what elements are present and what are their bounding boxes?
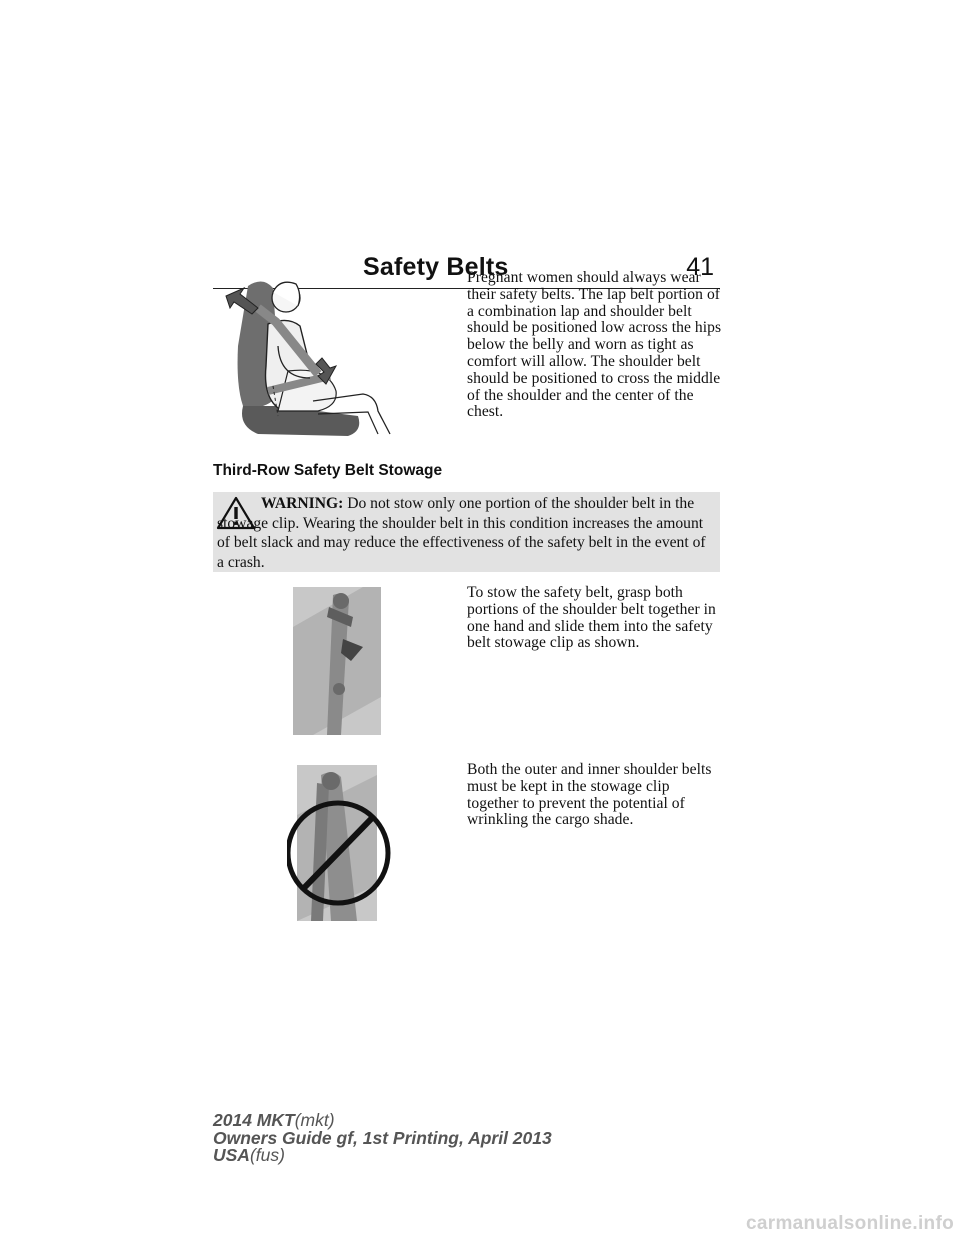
site-watermark: carmanualsonline.info <box>746 1213 954 1234</box>
document-footer <box>213 1112 552 1165</box>
warning-text-block <box>217 494 712 572</box>
section-title: Safety Belts <box>363 253 509 281</box>
warning-box <box>213 492 720 572</box>
footer-guide-info: Owners Guide gf, 1st Printing, April 2013 <box>213 1127 552 1148</box>
footer-model-code: (mkt) <box>294 1110 335 1130</box>
incorrect-stowage-illustration <box>287 765 391 921</box>
warning-body: Do not stow only one portion of the shoulder belt in the stowage clip. Wearing the shoulder belt in this condition increases the amount of belt slack and may reduce the effectiveness of the safety belt in the event of a crash. <box>217 495 706 571</box>
footer-model: 2014 MKT <box>213 1110 295 1130</box>
pregnant-woman-belt-illustration <box>218 266 398 438</box>
both-belts-text: Both the outer and inner shoulder belts must be kept in the stowage clip together to prevent the potential of wrinkling the cargo shade. <box>467 761 712 829</box>
stowage-heading: Third-Row Safety Belt Stowage <box>213 462 443 479</box>
pregnant-belt-text: Pregnant women should always wear their safety belts. The lap belt portion of a combination lap and shoulder belt should be positioned low across the hips below the belly and worn as tight as comfort will allow. The shoulder belt should be positioned to cross the middle of the shoulder and the center of the chest. <box>467 269 722 421</box>
stow-instruction-text: To stow the safety belt, grasp both portions of the shoulder belt together in one hand and slide them into the safety belt stowage clip as shown. <box>467 584 716 652</box>
footer-region-code: (fus) <box>249 1145 285 1165</box>
footer-region: USA <box>213 1145 250 1165</box>
warning-label: WARNING: <box>261 495 344 512</box>
stowage-clip-illustration <box>293 587 381 735</box>
page-number: 41 <box>686 253 714 281</box>
